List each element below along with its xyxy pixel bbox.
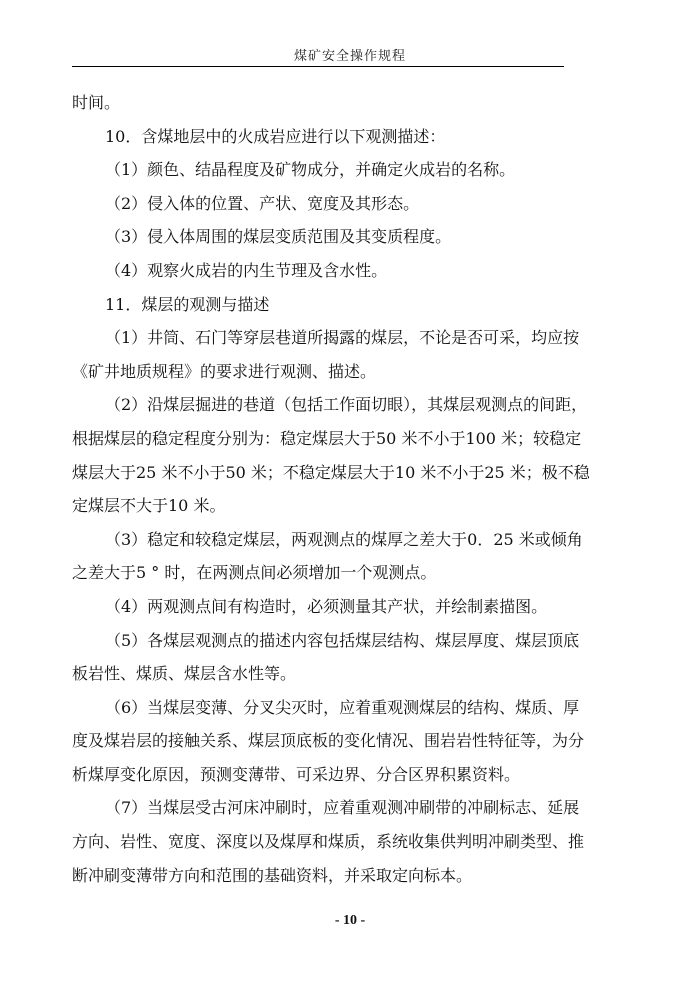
list-item: （3）侵入体周围的煤层变质范围及其变质程度。 [105, 227, 452, 247]
text-line: 之差大于5 ° 时，在两测点间必须增加一个观测点。 [72, 563, 437, 583]
list-item: （4）观察火成岩的内生节理及含水性。 [105, 260, 388, 280]
text-line: 时间。 [72, 93, 121, 112]
text-line: 板岩性、煤质、煤层含水性等。 [72, 664, 297, 684]
list-item: （2）侵入体的位置、产状、宽度及其形态。 [105, 193, 420, 213]
section-heading-11: 11．煤层的观测与描述 [105, 294, 270, 314]
list-item: （3）稳定和较稳定煤层，两观测点的煤厚之差大于0．25 米或倾角 [105, 529, 583, 549]
running-header: 煤矿安全操作规程 [293, 49, 406, 64]
text-line: 断冲刷变薄带方向和范围的基础资料，并采取定向标本。 [72, 865, 473, 885]
text-line: 根据煤层的稳定程度分别为：稳定煤层大于50 米不小于100 米；较稳定 [72, 428, 582, 448]
page-number: - 10 - [334, 913, 366, 928]
text-line: 煤层大于25 米不小于50 米；不稳定煤层大于10 米不小于25 米；极不稳 [72, 462, 590, 482]
list-item: （1）井筒、石门等穿层巷道所揭露的煤层，不论是否可采，均应按 [105, 328, 580, 348]
section-heading-10: 10．含煤地层中的火成岩应进行以下观测描述： [105, 126, 446, 146]
list-item: （7）当煤层受古河床冲刷时，应着重观测冲刷带的冲刷标志、延展 [105, 798, 580, 818]
text-line: 方向、岩性、宽度、深度以及煤厚和煤质，系统收集供判明冲刷类型、推 [72, 832, 585, 852]
list-item: （4）两观测点间有构造时，必须测量其产状，并绘制素描图。 [105, 596, 548, 616]
list-item: （2）沿煤层掘进的巷道（包括工作面切眼），其煤层观测点的间距， [105, 395, 588, 415]
list-item: （6）当煤层变薄、分叉尖灭时，应着重观测煤层的结构、煤质、厚 [105, 697, 580, 717]
list-item: （5）各煤层观测点的描述内容包括煤层结构、煤层厚度、煤层顶底 [105, 630, 580, 650]
text-line: 析煤厚变化原因，预测变薄带、可采边界、分合区界积累资料。 [72, 764, 521, 784]
header-rule [72, 66, 564, 67]
text-line: 度及煤岩层的接触关系、煤层顶底板的变化情况、围岩岩性特征等，为分 [72, 731, 585, 751]
list-item: （1）颜色、结晶程度及矿物成分，并确定火成岩的名称。 [105, 160, 516, 180]
document-body [72, 86, 590, 892]
text-line: 定煤层不大于10 米。 [72, 496, 226, 516]
text-line: 《矿井地质规程》的要求进行观测、描述。 [72, 361, 377, 381]
